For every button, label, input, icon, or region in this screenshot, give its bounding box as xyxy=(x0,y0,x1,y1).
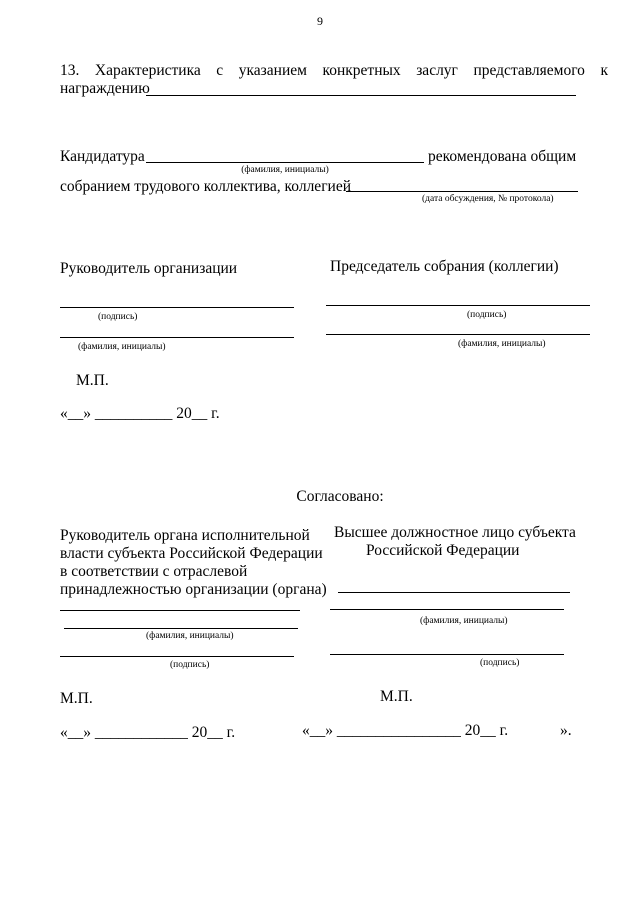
signature-date-line[interactable]: «__» __________ 20__ г. xyxy=(60,405,220,422)
discussion-date-hint: (дата обсуждения, № протокола) xyxy=(422,194,554,204)
executive-name-line[interactable] xyxy=(64,628,298,629)
section-13-word: заслуг xyxy=(416,62,458,79)
section-13-word: конкретных xyxy=(322,62,401,79)
org-head-signature-hint: (подпись) xyxy=(98,312,138,322)
chairman-signature-line[interactable] xyxy=(326,305,590,306)
approval-left-line: принадлежностью организации (органа) xyxy=(60,581,327,598)
assembly-text: собранием трудового коллектива, коллегией xyxy=(60,178,352,195)
section-13-word: Характеристика xyxy=(94,62,201,79)
section-13-word: указанием xyxy=(238,62,307,79)
approval-left-line: власти субъекта Российской Федерации xyxy=(60,545,323,562)
page-number: 9 xyxy=(317,14,323,28)
approval-right-line: Высшее должностное лицо субъекта xyxy=(334,524,576,541)
section-13-line2: награждению xyxy=(60,80,150,97)
chairman-signature-hint: (подпись) xyxy=(467,310,507,320)
official-line-2[interactable] xyxy=(330,609,564,610)
official-date-line[interactable]: «__» ________________ 20__ г. xyxy=(302,722,509,739)
section-13-heading xyxy=(60,62,608,80)
chairman-label: Председатель собрания (коллегии) xyxy=(330,258,559,275)
executive-line-1[interactable] xyxy=(60,610,300,611)
official-signature-hint: (подпись) xyxy=(480,658,520,668)
section-13-word: к xyxy=(600,62,608,79)
org-head-name-line[interactable] xyxy=(60,337,294,338)
recommended-text: рекомендована общим xyxy=(428,148,577,165)
stamp-label: М.П. xyxy=(76,372,109,389)
official-name-hint: (фамилия, инициалы) xyxy=(420,616,508,626)
candidate-name-hint: (фамилия, инициалы) xyxy=(241,165,329,175)
approval-left-line: в соответствии с отраслевой xyxy=(60,563,248,580)
approval-left-line: Руководитель органа исполнительной xyxy=(60,527,310,544)
org-head-name-hint: (фамилия, инициалы) xyxy=(78,342,166,352)
candidacy-label: Кандидатура xyxy=(60,148,145,165)
approval-title: Согласовано: xyxy=(296,488,384,505)
org-head-label: Руководитель организации xyxy=(60,260,238,277)
executive-name-hint: (фамилия, инициалы) xyxy=(146,631,234,641)
characteristic-field-line[interactable] xyxy=(146,95,576,96)
official-signature-line[interactable] xyxy=(338,592,570,593)
official-signature-line-2[interactable] xyxy=(330,654,564,655)
executive-signature-line[interactable] xyxy=(60,656,294,657)
official-date-end: ». xyxy=(560,722,572,739)
executive-stamp: М.П. xyxy=(60,690,93,707)
discussion-date-line[interactable] xyxy=(346,191,578,192)
approval-right-line: Российской Федерации xyxy=(366,542,520,559)
official-stamp: М.П. xyxy=(380,688,413,705)
chairman-name-line[interactable] xyxy=(326,334,590,335)
chairman-name-hint: (фамилия, инициалы) xyxy=(458,339,546,349)
section-13-word: представляемого xyxy=(473,62,585,79)
org-head-signature-line[interactable] xyxy=(60,307,294,308)
section-13-word: 13. xyxy=(60,62,80,79)
section-13-word: с xyxy=(216,62,224,79)
candidate-name-line[interactable] xyxy=(146,162,424,163)
executive-date-line[interactable]: «__» ____________ 20__ г. xyxy=(60,724,236,741)
executive-signature-hint: (подпись) xyxy=(170,660,210,670)
